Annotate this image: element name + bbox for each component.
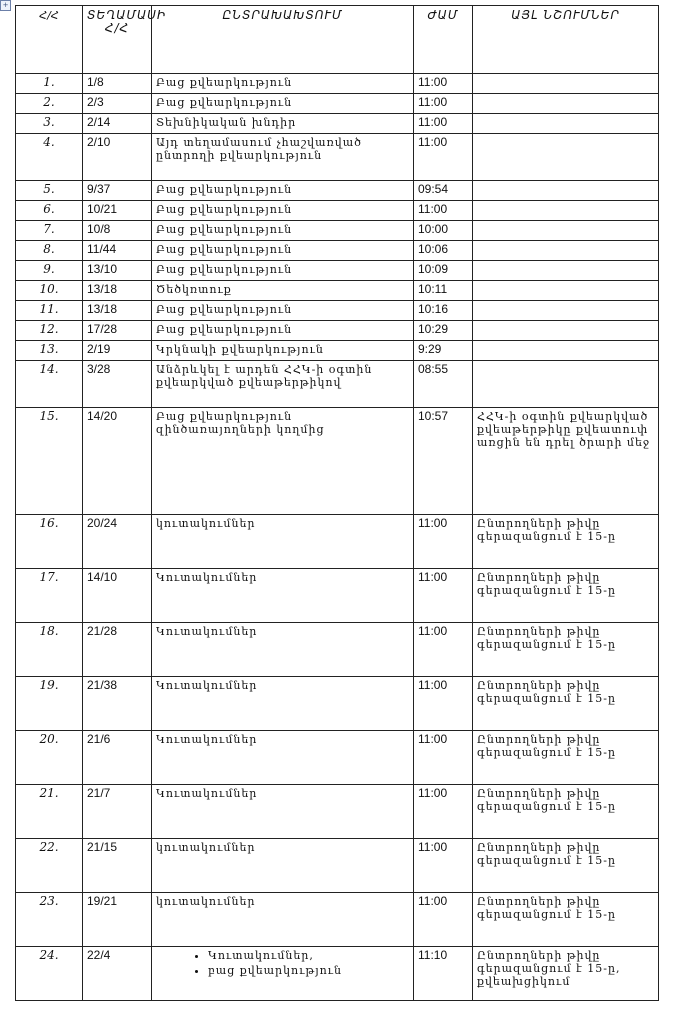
row-time: 11:00 [414, 839, 473, 893]
row-note: Ընտրողների թիվը գերազանցում է 15-ը [473, 569, 659, 623]
row-num: 12. [16, 321, 83, 341]
row-time: 11:00 [414, 731, 473, 785]
row-event: Կրկնակի քվեարկություն [152, 341, 414, 361]
row-note [473, 281, 659, 301]
row-time: 10:16 [414, 301, 473, 321]
table-row [16, 201, 659, 221]
row-location: 13/18 [83, 281, 152, 301]
row-event: Բաց քվեարկություն [152, 74, 414, 94]
row-num: 22. [16, 839, 83, 893]
row-location: 21/6 [83, 731, 152, 785]
row-num: 17. [16, 569, 83, 623]
table-row [16, 731, 659, 785]
row-num: 4. [16, 134, 83, 181]
row-note: Ընտրողների թիվը գերազանցում է 15-ը [473, 515, 659, 569]
row-time: 11:00 [414, 201, 473, 221]
row-event: կուտակումներ [152, 893, 414, 947]
row-num: 6. [16, 201, 83, 221]
row-time: 08:55 [414, 361, 473, 408]
header-location: ՏԵՂԱՄԱՍԻ Հ/Հ [83, 6, 152, 74]
row-note [473, 201, 659, 221]
row-location: 21/15 [83, 839, 152, 893]
table-row [16, 515, 659, 569]
row-location: 20/24 [83, 515, 152, 569]
row-num: 18. [16, 623, 83, 677]
row-event: Բաց քվեարկություն [152, 201, 414, 221]
row-time: 11:00 [414, 623, 473, 677]
row-time: 10:29 [414, 321, 473, 341]
row-location: 2/14 [83, 114, 152, 134]
row-event: կուտակումներ [152, 515, 414, 569]
row-location: 21/7 [83, 785, 152, 839]
row-num: 21. [16, 785, 83, 839]
row-location: 22/4 [83, 947, 152, 1001]
row-num: 24. [16, 947, 83, 1001]
row-event: Կուտակումներ [152, 677, 414, 731]
row-note [473, 134, 659, 181]
table-row [16, 893, 659, 947]
row-location: 14/20 [83, 408, 152, 515]
row-event: Բաց քվեարկություն զինծառայողների կողմից [152, 408, 414, 515]
row-time: 11:10 [414, 947, 473, 1001]
row-location: 2/3 [83, 94, 152, 114]
row-note [473, 241, 659, 261]
row-num: 8. [16, 241, 83, 261]
row-time: 11:00 [414, 114, 473, 134]
row-location: 11/44 [83, 241, 152, 261]
row-time: 11:00 [414, 893, 473, 947]
row-event: կուտակումներ [152, 839, 414, 893]
row-num: 11. [16, 301, 83, 321]
row-time: 10:57 [414, 408, 473, 515]
row-note: Ընտրողների թիվը գերազանցում է 15-ը [473, 731, 659, 785]
row-num: 20. [16, 731, 83, 785]
row-event: Բաց քվեարկություն [152, 321, 414, 341]
row-location: 19/21 [83, 893, 152, 947]
row-note: ՀՀԿ-ի օգտին քվեարկված քվեաթերթիկը քվեատուփ առցին են դրել ծրարի մեջ [473, 408, 659, 515]
row-note: Ընտրողների թիվը գերազանցում է 15-ը [473, 839, 659, 893]
row-location: 2/10 [83, 134, 152, 181]
row-event [152, 947, 414, 1001]
row-note [473, 94, 659, 114]
row-num: 14. [16, 361, 83, 408]
row-note [473, 261, 659, 281]
table-row [16, 785, 659, 839]
row-event: Կուտակումներ [152, 623, 414, 677]
row-event: Այդ տեղամասում չհաշվառված ընտրողի քվեարկություն [152, 134, 414, 181]
row-num: 19. [16, 677, 83, 731]
row-num: 23. [16, 893, 83, 947]
row-event: Ծեծկռտուք [152, 281, 414, 301]
row-note [473, 114, 659, 134]
row-note [473, 221, 659, 241]
table-row [16, 321, 659, 341]
table-row [16, 569, 659, 623]
row-num: 5. [16, 181, 83, 201]
incident-table [15, 5, 659, 1001]
row-time: 11:00 [414, 515, 473, 569]
row-note: Ընտրողների թիվը գերազանցում է 15-ը [473, 623, 659, 677]
row-time: 10:00 [414, 221, 473, 241]
row-location: 10/8 [83, 221, 152, 241]
row-time: 10:06 [414, 241, 473, 261]
row-location: 13/18 [83, 301, 152, 321]
table-row [16, 74, 659, 94]
row-num: 3. [16, 114, 83, 134]
row-location: 1/8 [83, 74, 152, 94]
row-num: 1. [16, 74, 83, 94]
table-row [16, 301, 659, 321]
row-time: 11:00 [414, 74, 473, 94]
row-note [473, 361, 659, 408]
table-row [16, 221, 659, 241]
table-row [16, 341, 659, 361]
row-time: 9:29 [414, 341, 473, 361]
row-time: 11:00 [414, 677, 473, 731]
event-bullet-list [156, 949, 409, 977]
row-location: 2/19 [83, 341, 152, 361]
row-time: 11:00 [414, 94, 473, 114]
header-event: ԸՆՏՐԱԽԱԽՏՈՒՄ [152, 6, 414, 74]
row-event: Բաց քվեարկություն [152, 301, 414, 321]
row-event: Տեխնիկական խնդիր [152, 114, 414, 134]
row-location: 13/10 [83, 261, 152, 281]
row-note: Ընտրողների թիվը գերազանցում է 15-ը [473, 893, 659, 947]
row-event: Կուտակումներ [152, 569, 414, 623]
row-num: 9. [16, 261, 83, 281]
table-row [16, 114, 659, 134]
table-row [16, 947, 659, 1001]
header-notes: ԱՅԼ ՆՇՈՒՄՆԵՐ [473, 6, 659, 74]
table-row [16, 241, 659, 261]
row-event: Բաց քվեարկություն [152, 241, 414, 261]
table-row [16, 94, 659, 114]
row-note [473, 181, 659, 201]
row-time: 09:54 [414, 181, 473, 201]
row-location: 3/28 [83, 361, 152, 408]
header-num: Հ/Հ [16, 6, 83, 74]
table-row [16, 361, 659, 408]
table-header-row [16, 6, 659, 74]
bullet-item: • բաց քվեարկություն [208, 964, 409, 977]
table-row [16, 677, 659, 731]
row-event: Կուտակումներ [152, 731, 414, 785]
row-num: 2. [16, 94, 83, 114]
row-note [473, 321, 659, 341]
row-num: 16. [16, 515, 83, 569]
row-time: 10:11 [414, 281, 473, 301]
row-time: 11:00 [414, 785, 473, 839]
table-row [16, 408, 659, 515]
bullet-item: • Կուտակումներ, [208, 949, 409, 962]
row-time: 11:00 [414, 134, 473, 181]
row-event: Բաց քվեարկություն [152, 94, 414, 114]
row-note: Ընտրողների թիվը գերազանցում է 15-ը [473, 677, 659, 731]
row-num: 7. [16, 221, 83, 241]
table-row [16, 623, 659, 677]
row-location: 21/38 [83, 677, 152, 731]
table-row [16, 134, 659, 181]
row-location: 17/28 [83, 321, 152, 341]
row-note: Ընտրողների թիվը գերազանցում է 15-ը, քվեախցիկում [473, 947, 659, 1001]
table-body [16, 74, 659, 1001]
table-row [16, 181, 659, 201]
row-note [473, 74, 659, 94]
table-row [16, 261, 659, 281]
row-num: 13. [16, 341, 83, 361]
row-time: 11:00 [414, 569, 473, 623]
row-note: Ընտրողների թիվը գերազանցում է 15-ը [473, 785, 659, 839]
move-anchor-icon[interactable]: + [0, 0, 11, 11]
row-location: 14/10 [83, 569, 152, 623]
row-event: Անձրևկել է արդեն ՀՀԿ-ի օգտին քվեարկված քվեաթերթիկով [152, 361, 414, 408]
row-event: Կուտակումներ [152, 785, 414, 839]
table-row [16, 281, 659, 301]
row-note [473, 301, 659, 321]
row-location: 21/28 [83, 623, 152, 677]
row-num: 15. [16, 408, 83, 515]
row-location: 10/21 [83, 201, 152, 221]
row-time: 10:09 [414, 261, 473, 281]
row-location: 9/37 [83, 181, 152, 201]
table-row [16, 839, 659, 893]
header-time: ԺԱՄ [414, 6, 473, 74]
row-note [473, 341, 659, 361]
row-event: Բաց քվեարկություն [152, 261, 414, 281]
row-event: Բաց քվեարկություն [152, 181, 414, 201]
row-event: Բաց քվեարկություն [152, 221, 414, 241]
row-num: 10. [16, 281, 83, 301]
